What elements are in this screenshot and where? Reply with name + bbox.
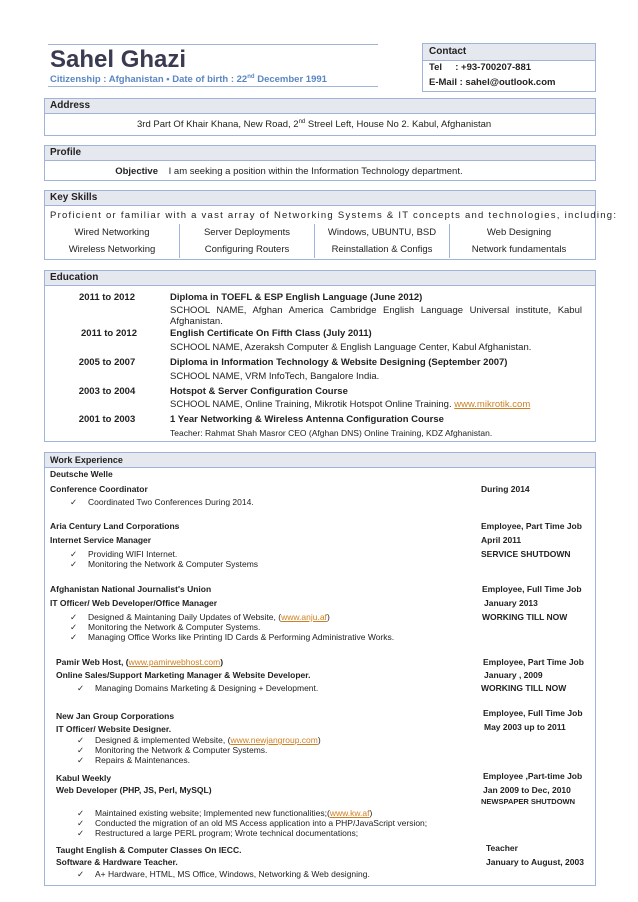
address-text: 3rd Part Of Khair Khana, New Road, 2nd Streel Left, House No 2. Kabul, Afghanistan [137,119,492,131]
job-role: Web Developer (PHP, JS, Perl, MySQL) [56,785,212,795]
edu-body: SCHOOL NAME, Online Training, Mikrotik Hotspot Online Training. www.mikrotik.com [170,399,531,410]
job-bullet: ✓ Restructured a large PERL program; Wrote technical documentations; [77,828,359,838]
job-status: WORKING TILL NOW [481,683,567,693]
job-date: January to August, 2003 [486,857,584,867]
edu-body: SCHOOL NAME, Azeraksh Computer & English Language Center, Kabul Afghanistan. [170,342,532,353]
job-bullet: ✓ Monitoring the Network & Computer Systems. [77,745,268,755]
job-status: SERVICE SHUTDOWN [481,549,571,559]
job-date: April 2011 [481,535,522,545]
job-date: January , 2009 [484,670,543,680]
edu-year: 2001 to 2003 [78,414,136,425]
job-bullets [70,612,394,642]
skill-item: Server Deployments [180,224,315,241]
edu-year: 2011 to 2012 [79,292,135,303]
edu-body: SCHOOL NAME, Afghan America Cambridge English Language Universal institute, Kabul Afghanistan. [170,305,582,327]
job-org: Deutsche Welle [50,469,113,479]
skills-row-2 [45,241,595,258]
job-date: January 2013 [484,598,538,608]
job-org: Afghanistan National Journalist's Union [50,584,212,594]
job-bullets [77,808,427,838]
candidate-subtitle: Citizenship : Afghanistan • Date of birth : 22nd December 1991 [50,74,327,86]
job-org: Aria Century Land Corporations [50,521,180,531]
job-role: IT Officer/ Web Developer/Office Manager [50,598,218,608]
job-role: IT Officer/ Website Designer. [56,724,172,734]
skill-item: Wireless Networking [45,241,180,258]
job-bullet: ✓ Repairs & Maintenances. [77,755,190,765]
kw-link[interactable]: www.kw.af [329,808,370,818]
job-status: WORKING TILL NOW [482,612,568,622]
contact-tel: Tel : +93-700207-881 [429,62,532,73]
check-icon: ✓ [77,808,85,818]
skills-title: Key Skills [45,191,595,206]
anju-link[interactable]: www.anju.af [281,612,327,622]
job-bullets [77,735,321,765]
job-bullet: ✓ Monitoring the Network & Computer Systems. [70,622,261,632]
address-section [44,98,596,136]
profile-title: Profile [45,146,595,161]
objective-label: Objective [115,166,158,177]
skills-section [44,190,618,260]
job-status: NEWSPAPER SHUTDOWN [481,797,576,806]
edu-year: 2005 to 2007 [78,357,136,368]
job-type: Employee, Part Time Job [481,521,582,531]
job-date: May 2003 up to 2011 [484,722,566,732]
job-bullet: ✓ Managing Office Works like Printing ID Cards & Performing Administrative Works. [70,632,395,642]
job-bullet: ✓ Managing Domains Marketing & Designing + Development. [77,683,319,693]
edu-year: 2011 to 2012 [81,328,137,339]
skill-item: Configuring Routers [180,241,315,258]
job-bullet: ✓ A+ Hardware, HTML, MS Office, Windows, Networking & Web designing. [77,869,370,879]
skill-item: Web Designing [486,227,552,238]
job-type: Employee, Part Time Job [483,657,584,667]
edu-year: 2003 to 2004 [78,386,136,397]
check-icon: ✓ [77,828,85,838]
job-bullet: ✓ Designed & Maintaning Daily Updates of Website, (www.anju.af) [70,612,330,622]
contact-box [422,43,596,92]
job-role: Internet Service Manager [50,535,152,545]
job-org: Pamir Web Host, (www.pamirwebhost.com) [56,657,224,667]
header-top-rule [48,44,378,45]
newjangroup-link[interactable]: www.newjangroup.com [230,735,318,745]
skill-item: Windows, UBUNTU, BSD [315,224,450,241]
candidate-name: Sahel Ghazi [50,46,187,73]
profile-section [44,145,596,181]
job-bullet: ✓ Providing WIFI Internet. [70,549,178,559]
skill-item: Network fundamentals [471,244,567,255]
header-bottom-rule [48,86,378,87]
check-icon: ✓ [70,612,78,622]
job-org: Taught English & Computer Classes On IECC. [56,845,242,855]
job-org: New Jan Group Corporations [56,711,175,721]
job-bullet: ✓ Maintained existing website; Implemented new functionalities;(www.kw.af) [77,808,373,818]
job-type: Employee, Full Time Job [482,584,582,594]
job-role: Online Sales/Support Marketing Manager & Website Developer. [56,670,311,680]
address-title: Address [45,99,595,114]
job-bullet: ✓ Coordinated Two Conferences During 2014. [70,497,254,507]
skills-row-1 [45,224,595,241]
check-icon: ✓ [70,559,78,569]
job-bullet: ✓ Designed & implemented Website, (www.newjangroup.com) [77,735,321,745]
check-icon: ✓ [77,683,85,693]
profile-row [45,161,595,177]
check-icon: ✓ [77,869,85,879]
contact-title: Contact [423,44,595,61]
job-org: Kabul Weekly [56,773,112,783]
job-bullets [77,869,370,879]
job-date: Jan 2009 to Dec, 2010 [483,785,571,795]
check-icon: ✓ [77,755,85,765]
skill-item: Reinstallation & Configs [315,241,450,258]
job-bullets [77,683,318,693]
job-role: Software & Hardware Teacher. [56,857,178,867]
edu-title: Hotspot & Server Configuration Course [170,386,348,397]
check-icon: ✓ [70,549,78,559]
skill-item: Wired Networking [45,224,180,241]
check-icon: ✓ [70,632,78,642]
check-icon: ✓ [77,735,85,745]
mikrotik-link[interactable]: www.mikrotik.com [454,399,531,410]
edu-title: English Certificate On Fifth Class (July 2011) [170,328,372,339]
job-bullets [70,549,258,569]
edu-title: Diploma in TOEFL & ESP English Language (June 2012) [170,292,423,303]
work-title: Work Experience [45,453,595,468]
education-title: Education [45,271,595,286]
check-icon: ✓ [77,745,85,755]
edu-title: Diploma in Information Technology & Website Designing (September 2007) [170,357,508,368]
job-type: Employee ,Part-time Job [483,771,583,781]
job-type: Employee, Full Time Job [483,708,583,718]
check-icon: ✓ [70,497,78,507]
edu-body: Teacher: Rahmat Shah Masror CEO (Afghan DNS) Online Training, KDZ Afghanistan. [170,428,493,438]
objective-text: I am seeking a position within the Information Technology department. [168,166,463,177]
edu-body: SCHOOL NAME, VRM InfoTech, Bangalore India. [170,371,380,382]
job-bullets [70,497,254,507]
job-type: Teacher [486,843,518,853]
job-bullet: ✓ Conducted the migration of an old MS Access application into a PHP/JavaScript version; [77,818,428,828]
edu-title: 1 Year Networking & Wireless Antenna Configuration Course [170,414,444,425]
pamirwebhost-link[interactable]: www.pamirwebhost.com [128,657,221,667]
job-bullet: ✓ Monitoring the Network & Computer Systems [70,559,259,569]
job-role: Conference Coordinator [50,484,148,494]
contact-email: E-Mail : sahel@outlook.com [429,77,556,88]
check-icon: ✓ [77,818,85,828]
job-date: During 2014 [481,484,530,494]
check-icon: ✓ [70,622,78,632]
skills-intro: Proficient or familiar with a vast array of Networking Systems & IT concepts and technologies, including: [50,210,618,221]
